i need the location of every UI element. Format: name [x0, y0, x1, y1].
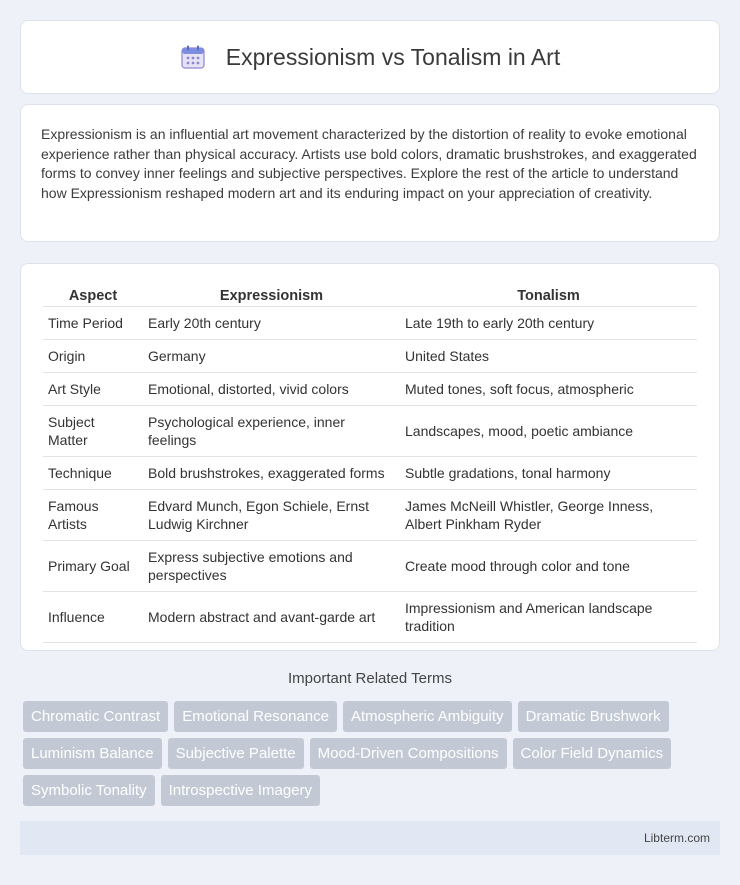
- cell-aspect: Influence: [43, 592, 143, 643]
- tag-color-field-dynamics[interactable]: Color Field Dynamics: [513, 738, 672, 769]
- table-row: [43, 307, 697, 340]
- cell-aspect: Primary Goal: [43, 541, 143, 592]
- cell-expressionism: Edvard Munch, Egon Schiele, Ernst Ludwig Kirchner: [143, 490, 400, 541]
- table-header-row: [43, 284, 697, 307]
- tag-symbolic-tonality[interactable]: Symbolic Tonality: [23, 775, 155, 806]
- tag-luminism-balance[interactable]: Luminism Balance: [23, 738, 162, 769]
- comparison-table-card: [20, 263, 720, 651]
- cell-tonalism: United States: [400, 340, 697, 373]
- cell-expressionism: Express subjective emotions and perspectives: [143, 541, 400, 592]
- footer-site[interactable]: Libterm.com: [643, 831, 710, 845]
- cell-expressionism: Modern abstract and avant-garde art: [143, 592, 400, 643]
- cell-aspect: Technique: [43, 457, 143, 490]
- cell-expressionism: Bold brushstrokes, exaggerated forms: [143, 457, 400, 490]
- tag-atmospheric-ambiguity[interactable]: Atmospheric Ambiguity: [343, 701, 512, 732]
- cell-tonalism: James McNeill Whistler, George Inness, Albert Pinkham Ryder: [400, 490, 697, 541]
- related-terms-title: Important Related Terms: [288, 670, 452, 687]
- table-row: [43, 490, 697, 541]
- cell-expressionism: Germany: [143, 340, 400, 373]
- header-card: [20, 20, 720, 94]
- cell-expressionism: Emotional, distorted, vivid colors: [143, 373, 400, 406]
- cell-aspect: Subject Matter: [43, 406, 143, 457]
- cell-aspect: Time Period: [43, 307, 143, 340]
- header-aspect: Aspect: [43, 284, 143, 307]
- related-terms-tags: [20, 701, 720, 806]
- cell-expressionism: Early 20th century: [143, 307, 400, 340]
- cell-expressionism: Psychological experience, inner feelings: [143, 406, 400, 457]
- header-expressionism: Expressionism: [143, 284, 400, 307]
- cell-tonalism: Impressionism and American landscape tradition: [400, 592, 697, 643]
- table-row: [43, 373, 697, 406]
- tag-dramatic-brushwork[interactable]: Dramatic Brushwork: [518, 701, 669, 732]
- table-row: [43, 406, 697, 457]
- title-wrap: [180, 44, 560, 71]
- tag-subjective-palette[interactable]: Subjective Palette: [168, 738, 304, 769]
- table-row: [43, 541, 697, 592]
- cell-tonalism: Late 19th to early 20th century: [400, 307, 697, 340]
- tag-introspective-imagery[interactable]: Introspective Imagery: [161, 775, 320, 806]
- intro-card: [20, 104, 720, 242]
- cell-aspect: Famous Artists: [43, 490, 143, 541]
- intro-text: Expressionism is an influential art movement characterized by the distortion of reality to evoke emotional experience rather than physical accuracy. Artists use bold colors, dramatic brushstrokes, and exaggerated forms to convey inner feelings and subjective perspectives. Explore the rest of the article to understand how Expressionism reshaped modern art and its enduring impact on your appreciation of creativity.: [41, 126, 697, 201]
- cell-aspect: Art Style: [43, 373, 143, 406]
- cell-aspect: Origin: [43, 340, 143, 373]
- table-row: [43, 340, 697, 373]
- table-row: [43, 592, 697, 643]
- tag-chromatic-contrast[interactable]: Chromatic Contrast: [23, 701, 168, 732]
- cell-tonalism: Muted tones, soft focus, atmospheric: [400, 373, 697, 406]
- calendar-icon: [180, 44, 206, 70]
- cell-tonalism: Subtle gradations, tonal harmony: [400, 457, 697, 490]
- related-terms-section: [20, 670, 720, 806]
- comparison-table: [43, 284, 697, 643]
- footer: [20, 821, 720, 855]
- tag-emotional-resonance[interactable]: Emotional Resonance: [174, 701, 337, 732]
- table-row: [43, 457, 697, 490]
- tag-mood-driven-compositions[interactable]: Mood-Driven Compositions: [310, 738, 507, 769]
- cell-tonalism: Create mood through color and tone: [400, 541, 697, 592]
- cell-tonalism: Landscapes, mood, poetic ambiance: [400, 406, 697, 457]
- page-title: Expressionism vs Tonalism in Art: [225, 43, 561, 70]
- header-tonalism: Tonalism: [400, 284, 697, 307]
